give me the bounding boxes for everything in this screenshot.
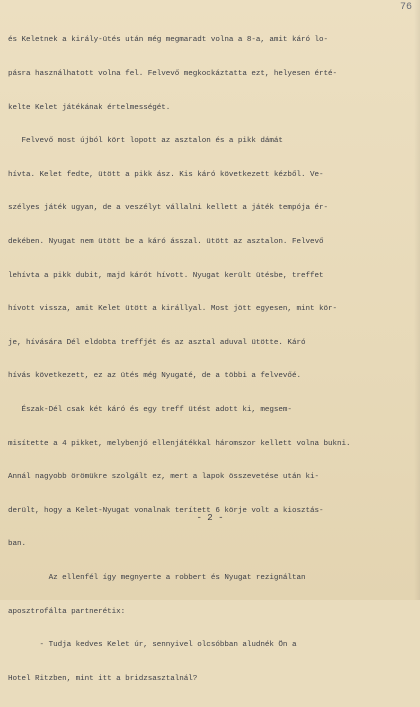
text-line: - Tudja kedves Kelet úr, sennyivel olcsóbban aludnék Ön a	[8, 641, 297, 650]
text-line: hívta. Kelet fedte, ütött a pikk ász. Kis káró következett kézből. Ve-	[8, 170, 324, 179]
text-line: aposztrofálta partnerétix:	[8, 607, 126, 616]
text-line: ban.	[8, 540, 27, 549]
text-line: pásra használhatott volna fel. Felvevő megkockáztatta ezt, helyesen érté-	[8, 70, 338, 78]
text-line: je, hívására Dél eldobta treffjét és az asztal aduval ütötte. Káró	[8, 338, 306, 347]
paper-edge-shadow	[414, 0, 420, 600]
text-line: Annál nagyobb örömükre szolgált ez, mert a lapok összevetése után ki-	[8, 473, 319, 482]
footer-page-number: - 2 -	[196, 513, 224, 523]
text-line: és Keletnek a király-ütés után még megmaradt volna a 8-a, amit káró lo-	[8, 36, 328, 45]
text-line: Észak-Dél csak két káró és egy treff ütést adott ki, megsem-	[8, 405, 292, 414]
text-line: hívott vissza, amit Kelet ütött a királlyal. Most jött egyesen, mint kör-	[8, 305, 338, 314]
corner-page-number: 76	[399, 2, 412, 13]
text-line: Az ellenfél így megnyerte a robbert és Nyugat rezignáltan	[8, 573, 306, 582]
text-line: szélyes játék ugyan, de a veszélyt vállalni kellett a játék tempója ér-	[8, 204, 328, 213]
text-line: Felvevő most újból kört lopott az asztalon és a pikk dámát	[8, 137, 283, 146]
text-line: lehívta a pikk dubit, majd kárót hívott. Nyugat került ütésbe, treffet	[8, 271, 324, 280]
text-line: misítette a 4 pikket, melybenjó ellenjátékkal háromszor kellett volna bukni.	[8, 439, 351, 448]
text-line: kelte Kelet játékának értelmességét.	[8, 103, 171, 112]
text-line: Hotel Ritzben, mint itt a bridzsasztalnál?	[8, 674, 198, 683]
text-line: derült, hogy a Kelet-Nyugat vonalnak terített 6 körje volt a kiosztás-	[8, 506, 324, 515]
text-line: dekében. Nyugat nem ütött be a káró ásszal. ütött az asztalon. Felvevő	[8, 237, 324, 246]
text-line: hívás következett, ez az ütés még Nyugaté, de a többi a felvevőé.	[8, 372, 301, 381]
body-text	[8, 13, 416, 707]
